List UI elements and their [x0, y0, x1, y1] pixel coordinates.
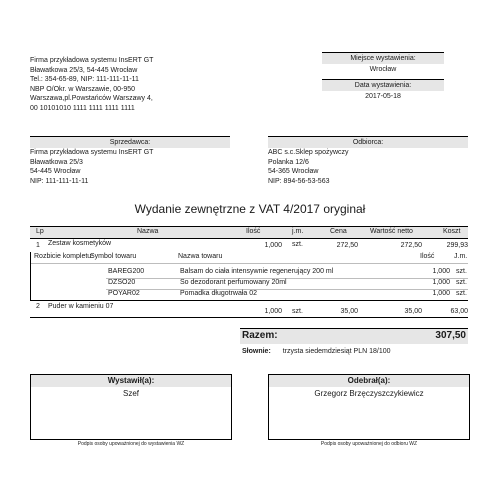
- issued-by-box: [30, 374, 232, 440]
- received-by-caption: Podpis osoby upoważnionej do odbioru WZ: [320, 441, 418, 447]
- row-cost: 299,93: [446, 242, 468, 249]
- breakdown-col-symbol: Symbol towaru: [90, 253, 137, 260]
- company-line: Firma przykładowa systemu InsERT GT: [30, 57, 154, 64]
- row-lp: 1: [36, 242, 40, 249]
- row-qty: 1,000: [264, 308, 282, 315]
- breakdown-symbol: POYAR02: [108, 290, 140, 297]
- company-line: 00 10101010 1111 1111 1111 1111: [30, 104, 135, 112]
- words-label: Słownie:: [242, 348, 271, 355]
- row-unit: szt.: [292, 241, 303, 248]
- breakdown-row: [106, 268, 468, 279]
- issue-info: [322, 52, 444, 103]
- row-price: 35,00: [340, 308, 358, 315]
- document-title: Wydanie zewnętrzne z VAT 4/2017 oryginał: [134, 202, 366, 216]
- breakdown-header: [30, 252, 468, 264]
- company-header: [30, 56, 153, 113]
- col-price: Cena: [330, 228, 347, 235]
- received-by-name: Grzegorz Brzęczyszczykiewicz: [314, 389, 424, 398]
- seller-label: Sprzedawca:: [30, 136, 230, 148]
- breakdown-col-unit: J.m.: [454, 253, 468, 260]
- breakdown-label: Rozbicie kompletu:: [34, 253, 94, 260]
- breakdown-name: So dezodorant perfumowany 20ml: [180, 279, 287, 286]
- col-name: Nazwa: [137, 228, 159, 235]
- breakdown-name: Pomadka długotrwała 02: [180, 290, 258, 297]
- buyer-line: Polanka 12/6: [268, 158, 309, 166]
- issue-place-label: Miejsce wystawienia:: [322, 52, 444, 64]
- breakdown-row: [106, 279, 468, 290]
- table-row: [30, 240, 468, 252]
- row-unit: szt.: [292, 308, 303, 315]
- row-lp: 2: [36, 303, 40, 310]
- received-by-box: [268, 374, 470, 440]
- seller-line: 54-445 Wrocław: [30, 168, 81, 175]
- issue-date-label: Data wystawienia:: [322, 79, 444, 91]
- col-net: Wartość netto: [370, 228, 413, 235]
- breakdown-unit: szt.: [456, 279, 467, 286]
- issued-by-caption: Podpis osoby upoważnionej do wystawienia WZ: [77, 441, 185, 447]
- row-cost: 63,00: [450, 308, 468, 315]
- col-unit: j.m.: [292, 228, 304, 235]
- buyer-line: 54-365 Wrocław: [268, 168, 319, 175]
- total-label: Razem:: [242, 330, 278, 341]
- amount-in-words: [242, 348, 468, 355]
- company-line: NBP O/Okr. w Warszawie, 00-950: [30, 85, 136, 93]
- breakdown-divider: [30, 252, 31, 300]
- breakdown-col-name: Nazwa towaru: [178, 253, 223, 260]
- words-value: trzysta siedemdziesiąt PLN 18/100: [282, 348, 391, 355]
- table-row: [30, 302, 468, 314]
- row-name: Puder w kamieniu 07: [48, 303, 114, 310]
- issue-date-value: 2017-05-18: [365, 93, 401, 100]
- seller-line: Firma przykładowa systemu InsERT GT: [30, 149, 154, 156]
- table-header: [30, 226, 468, 239]
- breakdown-name: Balsam do ciała intensywnie regenerujący 200 ml: [180, 268, 334, 275]
- seller-line: Bławatkowa 25/3: [30, 158, 83, 166]
- total-value: 307,50: [435, 330, 466, 341]
- breakdown-unit: szt.: [456, 268, 467, 275]
- breakdown-qty: 1,000: [432, 268, 450, 275]
- breakdown-unit: szt.: [456, 290, 467, 297]
- company-line: Bławatkowa 25/3, 54-445 Wrocław: [30, 66, 138, 74]
- buyer-section: [268, 136, 468, 186]
- buyer-line: ABC s.c.Sklep spożywczy: [268, 149, 349, 156]
- breakdown-symbol: BAREG200: [108, 268, 145, 275]
- col-qty: Ilość: [246, 228, 261, 235]
- breakdown-symbol: DZSO20: [108, 279, 136, 286]
- issue-place-value: Wrocław: [369, 66, 397, 73]
- seller-section: [30, 136, 230, 186]
- breakdown-qty: 1,000: [432, 279, 450, 286]
- kit-breakdown: [30, 252, 468, 300]
- row-net: 272,50: [400, 242, 422, 249]
- row-price: 272,50: [336, 242, 358, 249]
- row-name: Zestaw kosmetyków: [48, 240, 112, 247]
- buyer-label: Odbiorca:: [268, 136, 468, 148]
- row-divider: [30, 300, 468, 301]
- row-net: 35,00: [404, 308, 422, 315]
- total-bar: [240, 328, 468, 344]
- table-bottom: [30, 317, 468, 318]
- issued-by-label: Wystawił(a):: [31, 375, 231, 387]
- buyer-line: NIP: 894-56-53-563: [268, 177, 330, 185]
- company-line: Warszawa,pl.Powstańców Warszawy 4,: [30, 95, 153, 102]
- col-cost: Koszt: [443, 228, 461, 235]
- row-qty: 1,000: [264, 242, 282, 249]
- issued-by-name: Szef: [122, 389, 139, 398]
- breakdown-col-qty: Ilość: [420, 253, 435, 260]
- received-by-label: Odebrał(a):: [269, 375, 469, 387]
- seller-line: NIP: 111-111-11-11: [30, 177, 89, 185]
- col-lp: Lp: [36, 228, 44, 235]
- company-line: Tel.: 354-65-89, NIP: 111-111-11-11: [30, 76, 139, 83]
- breakdown-qty: 1,000: [432, 290, 450, 297]
